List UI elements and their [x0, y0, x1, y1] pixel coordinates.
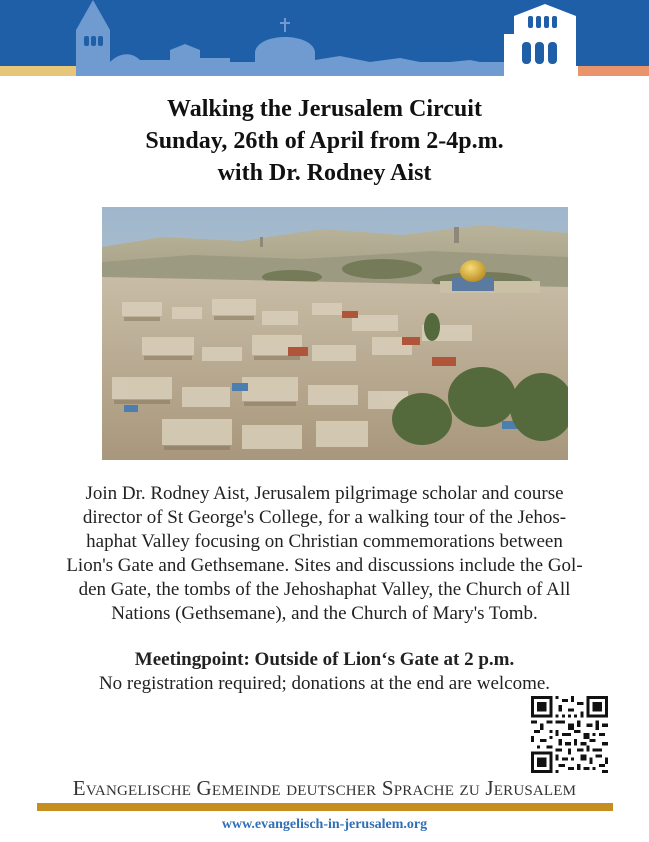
footer-divider	[37, 803, 613, 811]
event-title	[0, 93, 649, 189]
qr-code[interactable]	[531, 696, 608, 773]
title-line-2: Sunday, 26th of April from 2-4p.m.	[145, 128, 504, 154]
description-line: director of St George's College, for a walking tour of the Jehos-	[82, 507, 567, 528]
title-line-3: with Dr. Rodney Aist	[217, 160, 432, 186]
organization-name: Evangelische Gemeinde deutscher Sprache zu Jerusalem	[72, 776, 577, 800]
description-line: haphat Valley focusing on Christian commemorations between	[86, 531, 563, 552]
tower-windows	[84, 36, 103, 46]
title-line-1: Walking the Jerusalem Circuit	[167, 96, 482, 122]
header-banner	[0, 0, 649, 78]
website-link[interactable]: www.evangelisch-in-jerusalem.org	[221, 817, 428, 832]
description-line: den Gate, the tombs of the Jehoshaphat Valley, the Church of All	[78, 579, 571, 600]
registration-note: No registration required; donations at the end are welcome.	[98, 673, 551, 694]
jerusalem-old-city-photo	[102, 207, 568, 460]
orange-stripe	[578, 66, 649, 76]
event-description	[52, 482, 597, 626]
description-line: Lion's Gate and Gethsemane. Sites and discussions include the Gol-	[66, 555, 583, 576]
sand-stripe	[0, 66, 76, 76]
meeting-info	[0, 648, 649, 696]
meeting-point: Meetingpoint: Outside of Lion‘s Gate at 2 p.m.	[134, 649, 515, 670]
description-line: Join Dr. Rodney Aist, Jerusalem pilgrimage scholar and course	[85, 483, 564, 504]
description-line: Nations (Gethsemane), and the Church of Mary's Tomb.	[111, 603, 538, 624]
